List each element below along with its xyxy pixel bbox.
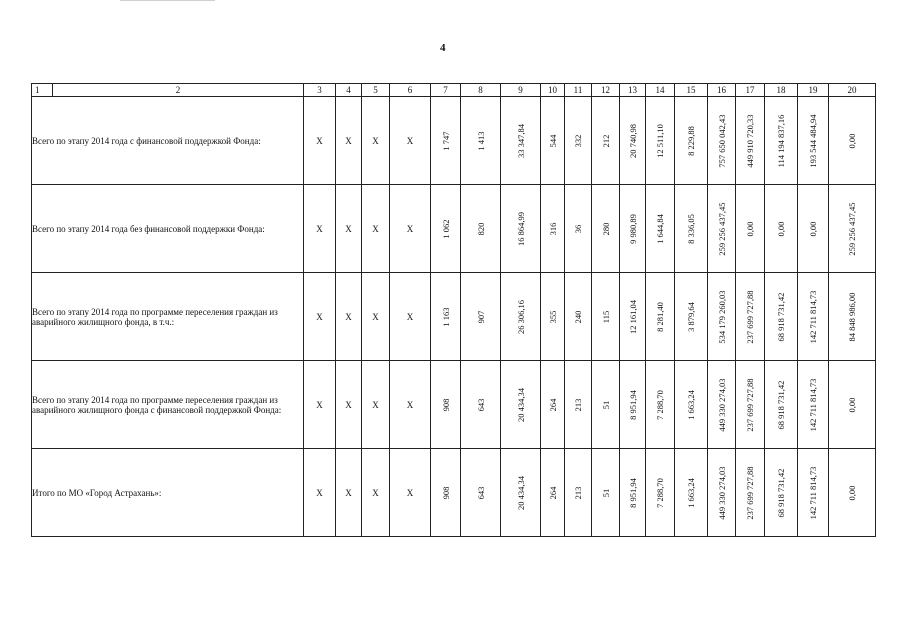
- cell-col-18: [765, 185, 798, 273]
- cell-value: 3 879,64: [686, 301, 696, 332]
- cell-col-16: [708, 185, 736, 273]
- cell-value: 1 663,24: [686, 389, 696, 420]
- cell-col-6: X: [390, 449, 431, 537]
- cell-value: 193 544 484,94: [808, 113, 818, 168]
- cell-col-12: [592, 449, 620, 537]
- cell-value: 259 256 437,45: [847, 201, 857, 256]
- cell-value: 26 306,16: [515, 299, 526, 334]
- row-label: Всего по этапу 2014 года по программе переселения граждан из аварийного жилищного фонда с финансовой поддержкой Фонда:: [32, 361, 304, 449]
- cell-value: 213: [573, 486, 583, 499]
- cell-value: 7 288,70: [655, 389, 665, 420]
- cell-col-5: X: [362, 361, 390, 449]
- cell-value: 264: [547, 398, 558, 411]
- scan-artifact-line: [120, 0, 215, 1]
- cell-value: 0,00: [847, 397, 857, 412]
- header-cell-13: 13: [620, 84, 646, 97]
- cell-col-3: X: [304, 97, 336, 185]
- cell-col-17: [736, 185, 765, 273]
- cell-value: 1 644,84: [655, 213, 665, 244]
- row-label: Всего по этапу 2014 года без финансовой поддержки Фонда:: [32, 185, 304, 273]
- cell-col-16: [708, 97, 736, 185]
- cell-col-13: [620, 97, 646, 185]
- cell-col-14: [646, 449, 675, 537]
- header-cell-14: 14: [646, 84, 675, 97]
- header-cell-11: 11: [565, 84, 592, 97]
- cell-col-12: [592, 361, 620, 449]
- header-cell-12: 12: [592, 84, 620, 97]
- cell-value: 449 910 720,33: [745, 113, 755, 168]
- cell-col-20: [829, 273, 876, 361]
- cell-value: 36: [573, 224, 583, 233]
- cell-value: 1 663,24: [686, 477, 696, 508]
- header-cell-7: 7: [431, 84, 461, 97]
- cell-value: 449 330 274,03: [716, 465, 727, 520]
- header-cell-18: 18: [765, 84, 798, 97]
- cell-col-5: X: [362, 97, 390, 185]
- cell-col-19: [798, 449, 829, 537]
- cell-col-11: [565, 361, 592, 449]
- cell-col-11: [565, 185, 592, 273]
- cell-value: 355: [547, 310, 558, 323]
- cell-value: 332: [573, 134, 583, 147]
- cell-value: 68 918 731,42: [776, 292, 786, 341]
- cell-col-20: [829, 361, 876, 449]
- cell-col-16: [708, 361, 736, 449]
- cell-col-9: [501, 361, 541, 449]
- cell-col-17: [736, 97, 765, 185]
- header-cell-3: 3: [304, 84, 336, 97]
- cell-col-17: [736, 449, 765, 537]
- cell-value: 20 434,34: [515, 475, 526, 510]
- cell-col-6: X: [390, 361, 431, 449]
- cell-col-15: [675, 273, 708, 361]
- cell-value: 12 511,10: [655, 123, 665, 158]
- cell-col-19: [798, 273, 829, 361]
- cell-value: 9 980,89: [627, 213, 638, 244]
- cell-col-12: [592, 97, 620, 185]
- cell-col-14: [646, 361, 675, 449]
- cell-value: 8 951,94: [627, 477, 638, 508]
- cell-col-19: [798, 361, 829, 449]
- header-cell-15: 15: [675, 84, 708, 97]
- cell-col-14: [646, 185, 675, 273]
- cell-col-11: [565, 273, 592, 361]
- cell-value: 115: [600, 310, 611, 323]
- cell-col-9: [501, 449, 541, 537]
- cell-col-5: X: [362, 273, 390, 361]
- header-cell-19: 19: [798, 84, 829, 97]
- cell-col-17: [736, 361, 765, 449]
- report-table: [31, 83, 876, 537]
- cell-value: 1 747: [440, 130, 451, 151]
- header-row: [32, 84, 876, 97]
- cell-col-3: X: [304, 185, 336, 273]
- table-row: [32, 185, 876, 273]
- cell-col-8: [461, 273, 501, 361]
- cell-value: 51: [600, 400, 611, 409]
- cell-col-12: [592, 273, 620, 361]
- header-cell-20: 20: [829, 84, 876, 97]
- cell-value: 908: [440, 398, 451, 411]
- cell-col-14: [646, 273, 675, 361]
- cell-value: 213: [573, 398, 583, 411]
- cell-value: 0,00: [776, 221, 786, 236]
- cell-value: 84 848 986,00: [847, 292, 857, 341]
- cell-col-10: [541, 97, 565, 185]
- cell-value: 908: [440, 486, 451, 499]
- cell-col-13: [620, 449, 646, 537]
- cell-value: 0,00: [847, 485, 857, 500]
- cell-value: 449 330 274,03: [716, 377, 727, 432]
- row-label: Всего по этапу 2014 года по программе переселения граждан из аварийного жилищного фонда, в т.ч.:: [32, 273, 304, 361]
- cell-col-13: [620, 273, 646, 361]
- cell-col-7: [431, 449, 461, 537]
- cell-value: 8 951,94: [627, 389, 638, 420]
- cell-value: 237 699 727,88: [745, 377, 755, 432]
- cell-col-5: X: [362, 185, 390, 273]
- row-label: Всего по этапу 2014 года с финансовой поддержкой Фонда:: [32, 97, 304, 185]
- cell-value: 212: [600, 134, 611, 147]
- header-cell-2: 2: [53, 84, 304, 97]
- cell-col-8: [461, 449, 501, 537]
- header-cell-17: 17: [736, 84, 765, 97]
- cell-value: 264: [547, 486, 558, 499]
- cell-value: 33 347,84: [515, 123, 526, 158]
- cell-value: 7 288,70: [655, 477, 665, 508]
- cell-col-4: X: [336, 273, 362, 361]
- cell-col-18: [765, 449, 798, 537]
- table-row: [32, 273, 876, 361]
- cell-col-18: [765, 273, 798, 361]
- cell-col-17: [736, 273, 765, 361]
- cell-col-10: [541, 273, 565, 361]
- table-row: [32, 97, 876, 185]
- cell-col-10: [541, 449, 565, 537]
- cell-value: 142 711 814,73: [808, 466, 818, 519]
- cell-col-7: [431, 185, 461, 273]
- cell-value: 820: [475, 222, 486, 235]
- cell-col-4: X: [336, 361, 362, 449]
- cell-col-9: [501, 185, 541, 273]
- cell-col-4: X: [336, 185, 362, 273]
- cell-col-4: X: [336, 97, 362, 185]
- cell-value: 51: [600, 488, 611, 497]
- cell-value: 1 163: [440, 306, 451, 327]
- cell-value: 0,00: [847, 133, 857, 148]
- cell-col-15: [675, 361, 708, 449]
- cell-value: 8 229,88: [686, 125, 696, 156]
- header-cell-8: 8: [461, 84, 501, 97]
- cell-col-3: X: [304, 361, 336, 449]
- row-label: Итого по МО «Город Астрахань»:: [32, 449, 304, 537]
- cell-col-16: [708, 449, 736, 537]
- table-row-total: [32, 449, 876, 537]
- cell-value: 280: [600, 222, 611, 235]
- header-cell-5: 5: [362, 84, 390, 97]
- cell-value: 8 281,40: [655, 301, 665, 332]
- cell-col-16: [708, 273, 736, 361]
- cell-col-18: [765, 97, 798, 185]
- cell-value: 68 918 731,42: [776, 468, 786, 517]
- cell-col-5: X: [362, 449, 390, 537]
- cell-col-7: [431, 97, 461, 185]
- cell-col-15: [675, 97, 708, 185]
- cell-col-20: [829, 185, 876, 273]
- page-number: 4: [440, 42, 446, 54]
- cell-value: 0,00: [745, 221, 755, 236]
- cell-col-10: [541, 185, 565, 273]
- cell-value: 240: [573, 310, 583, 323]
- cell-value: 757 650 042,43: [716, 113, 727, 168]
- header-cell-9: 9: [501, 84, 541, 97]
- cell-value: 142 711 814,73: [808, 290, 818, 343]
- cell-col-6: X: [390, 185, 431, 273]
- table-row: [32, 361, 876, 449]
- cell-col-8: [461, 185, 501, 273]
- cell-value: 316: [547, 222, 558, 235]
- cell-value: 142 711 814,73: [808, 378, 818, 431]
- cell-value: 12 161,04: [627, 299, 638, 334]
- cell-value: 114 194 837,16: [776, 114, 786, 167]
- cell-col-3: X: [304, 273, 336, 361]
- cell-col-7: [431, 361, 461, 449]
- cell-col-13: [620, 361, 646, 449]
- header-cell-1: 1: [32, 84, 53, 97]
- cell-col-3: X: [304, 449, 336, 537]
- cell-col-6: X: [390, 97, 431, 185]
- cell-col-20: [829, 449, 876, 537]
- header-cell-10: 10: [541, 84, 565, 97]
- cell-col-6: X: [390, 273, 431, 361]
- cell-col-7: [431, 273, 461, 361]
- cell-col-8: [461, 97, 501, 185]
- cell-col-18: [765, 361, 798, 449]
- cell-col-14: [646, 97, 675, 185]
- header-cell-6: 6: [390, 84, 431, 97]
- cell-value: 237 699 727,88: [745, 289, 755, 344]
- cell-value: 1 062: [440, 218, 451, 239]
- cell-value: 1 413: [475, 130, 486, 151]
- cell-col-19: [798, 97, 829, 185]
- cell-col-9: [501, 97, 541, 185]
- header-cell-4: 4: [336, 84, 362, 97]
- cell-col-10: [541, 361, 565, 449]
- cell-value: 907: [475, 310, 486, 323]
- cell-value: 8 336,05: [686, 213, 696, 244]
- cell-value: 643: [475, 486, 486, 499]
- cell-value: 0,00: [808, 221, 818, 236]
- cell-col-4: X: [336, 449, 362, 537]
- cell-value: 20 740,98: [627, 123, 638, 158]
- cell-value: 16 864,99: [515, 211, 526, 246]
- cell-col-13: [620, 185, 646, 273]
- cell-col-19: [798, 185, 829, 273]
- cell-col-15: [675, 449, 708, 537]
- cell-col-11: [565, 449, 592, 537]
- cell-col-15: [675, 185, 708, 273]
- cell-value: 544: [547, 134, 558, 147]
- cell-value: 534 179 260,03: [716, 289, 727, 344]
- cell-value: 643: [475, 398, 486, 411]
- cell-value: 68 918 731,42: [776, 380, 786, 429]
- cell-col-12: [592, 185, 620, 273]
- cell-col-11: [565, 97, 592, 185]
- cell-col-20: [829, 97, 876, 185]
- cell-col-8: [461, 361, 501, 449]
- cell-col-9: [501, 273, 541, 361]
- cell-value: 259 256 437,45: [716, 201, 727, 256]
- cell-value: 20 434,34: [515, 387, 526, 422]
- header-cell-16: 16: [708, 84, 736, 97]
- cell-value: 237 699 727,88: [745, 465, 755, 520]
